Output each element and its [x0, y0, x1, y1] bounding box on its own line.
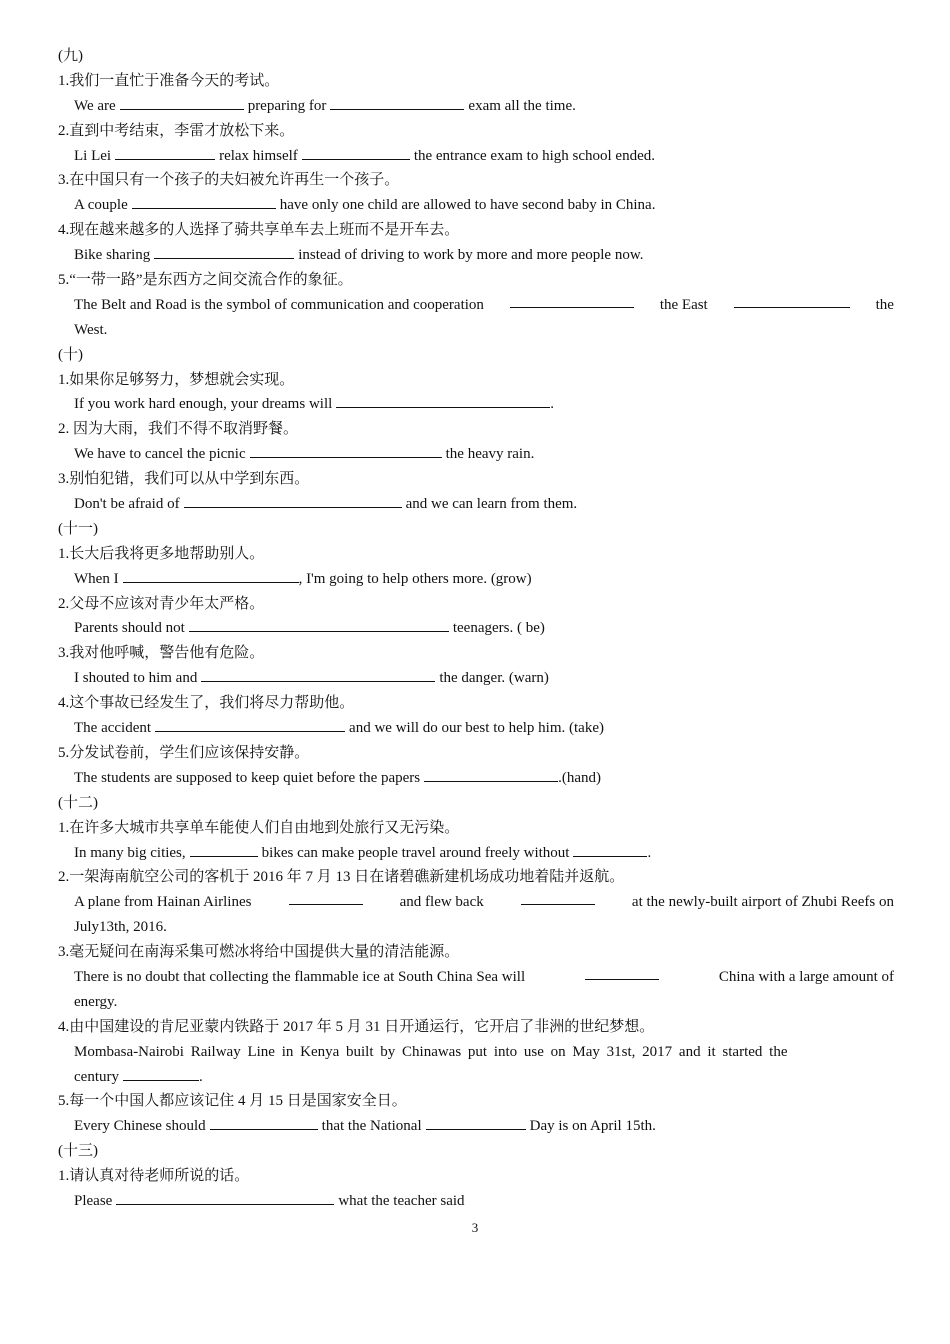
- text: .(hand): [558, 769, 602, 786]
- text: A plane from Hainan Airlines: [74, 894, 252, 911]
- text: century: [74, 1068, 119, 1085]
- text: .: [550, 396, 555, 413]
- question-english: [58, 766, 894, 791]
- question-english-cont: July13th, 2016.: [74, 919, 167, 936]
- question-chinese: 4.现在越来越多的人选择了骑共享单车去上班而不是开车去。: [58, 222, 460, 239]
- text: the entrance exam to high school ended.: [413, 147, 655, 164]
- answer-blank[interactable]: [510, 293, 634, 308]
- answer-blank[interactable]: [123, 568, 299, 583]
- answer-blank[interactable]: [250, 443, 442, 458]
- text: Please: [74, 1192, 113, 1209]
- question-chinese: 2.父母不应该对青少年太严格。: [58, 595, 265, 612]
- answer-blank[interactable]: [116, 1190, 334, 1205]
- text: and flew back: [399, 894, 484, 911]
- answer-blank[interactable]: [734, 293, 850, 308]
- question-english: [58, 841, 894, 866]
- answer-blank[interactable]: [521, 890, 595, 905]
- question-english-cont: energy.: [74, 993, 118, 1010]
- text: Parents should not: [74, 620, 185, 637]
- text: , I'm going to help others more. (grow): [298, 570, 532, 587]
- text: the East: [659, 296, 708, 313]
- question-chinese: 2.一架海南航空公司的客机于 2016 年 7 月 13 日在诸碧礁新建机场成功地着陆并返航。: [58, 869, 625, 886]
- text: A couple: [74, 197, 128, 214]
- question-chinese: 1.请认真对待老师所说的话。: [58, 1168, 250, 1185]
- answer-blank[interactable]: [424, 767, 558, 782]
- text: Mombasa-Nairobi Railway Line in Kenya built by Chinawas put into use on May 31st, 2017 and it started the: [74, 1043, 788, 1060]
- text: The students are supposed to keep quiet before the papers: [74, 769, 421, 786]
- text: exam all the time.: [468, 97, 576, 114]
- text: teenagers. ( be): [452, 620, 545, 637]
- text: Day is on April 15th.: [529, 1118, 656, 1135]
- question-chinese: 1.如果你足够努力，梦想就会实现。: [58, 371, 295, 388]
- answer-blank[interactable]: [573, 842, 647, 857]
- text: Bike sharing: [74, 247, 151, 264]
- text: China with a large amount of: [718, 968, 894, 985]
- text: what the teacher said: [338, 1192, 465, 1209]
- answer-blank[interactable]: [189, 617, 449, 632]
- section-heading: (十三): [58, 1143, 98, 1160]
- text: have only one child are allowed to have second baby in China.: [279, 197, 656, 214]
- question-chinese: 4.由中国建设的肯尼亚蒙内铁路于 2017 年 5 月 31 日开通运行，它开启了非洲的世纪梦想。: [58, 1018, 655, 1035]
- question-english: [58, 144, 894, 169]
- text: instead of driving to work by more and more people now.: [298, 247, 644, 264]
- question-chinese: 5.每一个中国人都应该记住 4 月 15 日是国家安全日。: [58, 1093, 407, 1110]
- question-english: [58, 965, 894, 990]
- question-english: [58, 716, 894, 741]
- question-english: [58, 492, 894, 517]
- section-heading: (十一): [58, 520, 98, 537]
- answer-blank[interactable]: [426, 1115, 526, 1130]
- question-english: [58, 94, 894, 119]
- answer-blank[interactable]: [115, 145, 215, 160]
- question-chinese: 3.别怕犯错，我们可以从中学到东西。: [58, 471, 310, 488]
- text: Li Lei: [74, 147, 112, 164]
- text: at the newly-built airport of Zhubi Reefs on: [631, 894, 894, 911]
- answer-blank[interactable]: [302, 145, 410, 160]
- answer-blank[interactable]: [184, 493, 402, 508]
- page-number: 3: [471, 1220, 479, 1235]
- question-english: [58, 193, 894, 218]
- question-english: [58, 442, 894, 467]
- text: The Belt and Road is the symbol of communication and cooperation: [74, 296, 484, 313]
- text: I shouted to him and: [74, 670, 198, 687]
- question-english-cont: [58, 1065, 894, 1090]
- text: and we will do our best to help him. (take): [349, 720, 604, 737]
- text: the heavy rain.: [445, 446, 535, 463]
- text: .: [647, 844, 652, 861]
- question-chinese: 1.长大后我将更多地帮助别人。: [58, 545, 265, 562]
- text: When I: [74, 570, 119, 587]
- text: If you work hard enough, your dreams will: [74, 396, 333, 413]
- text: and we can learn from them.: [405, 496, 578, 513]
- text: Every Chinese should: [74, 1118, 206, 1135]
- text: There is no doubt that collecting the flammable ice at South China Sea will: [74, 968, 526, 985]
- answer-blank[interactable]: [132, 194, 276, 209]
- text: Don't be afraid of: [74, 496, 180, 513]
- question-english: [58, 567, 894, 592]
- question-chinese: 3.我对他呼喊，警告他有危险。: [58, 645, 265, 662]
- answer-blank[interactable]: [190, 842, 258, 857]
- question-chinese: 1.在许多大城市共享单车能使人们自由地到处旅行又无污染。: [58, 819, 460, 836]
- text: preparing for: [247, 97, 327, 114]
- answer-blank[interactable]: [210, 1115, 318, 1130]
- question-english: [58, 243, 894, 268]
- answer-blank[interactable]: [201, 667, 435, 682]
- question-english: [58, 1189, 894, 1214]
- question-chinese: 2. 因为大雨，我们不得不取消野餐。: [58, 421, 299, 438]
- question-english: [58, 293, 894, 318]
- text: .: [198, 1068, 203, 1085]
- text: We are: [74, 97, 116, 114]
- answer-blank[interactable]: [289, 890, 363, 905]
- question-english: [58, 890, 894, 915]
- question-chinese: 3.在中国只有一个孩子的夫妇被允许再生一个孩子。: [58, 172, 400, 189]
- section-heading: (九): [58, 48, 83, 64]
- question-chinese: 4.这个事故已经发生了，我们将尽力帮助他。: [58, 695, 355, 712]
- text: In many big cities,: [74, 844, 186, 861]
- text: that the National: [321, 1118, 422, 1135]
- question-chinese: 5.分发试卷前，学生们应该保持安静。: [58, 744, 310, 761]
- text: relax himself: [219, 147, 298, 164]
- text: bikes can make people travel around freely without: [261, 844, 570, 861]
- question-english: [58, 666, 894, 691]
- question-english: [58, 616, 894, 641]
- answer-blank[interactable]: [155, 717, 345, 732]
- question-english: [58, 1040, 894, 1065]
- question-chinese: 5.“一带一路”是东西方之间交流合作的象征。: [58, 272, 353, 289]
- text: We have to cancel the picnic: [74, 446, 246, 463]
- answer-blank[interactable]: [120, 95, 244, 110]
- section-heading: (十二): [58, 794, 98, 811]
- question-chinese: 1.我们一直忙于准备今天的考试。: [58, 72, 280, 89]
- question-chinese: 2.直到中考结束，李雷才放松下来。: [58, 122, 295, 139]
- text: the: [875, 296, 894, 313]
- section-heading: (十): [58, 346, 83, 363]
- question-english: [58, 1114, 894, 1139]
- question-english-cont: West.: [74, 321, 108, 338]
- answer-blank[interactable]: [123, 1066, 199, 1081]
- answer-blank[interactable]: [154, 244, 294, 259]
- question-chinese: 3.毫无疑问在南海采集可燃冰将给中国提供大量的清洁能源。: [58, 944, 460, 961]
- answer-blank[interactable]: [330, 95, 464, 110]
- answer-blank[interactable]: [585, 965, 659, 980]
- worksheet-page: [58, 44, 894, 1214]
- text: the danger. (warn): [439, 670, 549, 687]
- text: The accident: [74, 720, 152, 737]
- answer-blank[interactable]: [336, 393, 550, 408]
- question-english: [58, 392, 894, 417]
